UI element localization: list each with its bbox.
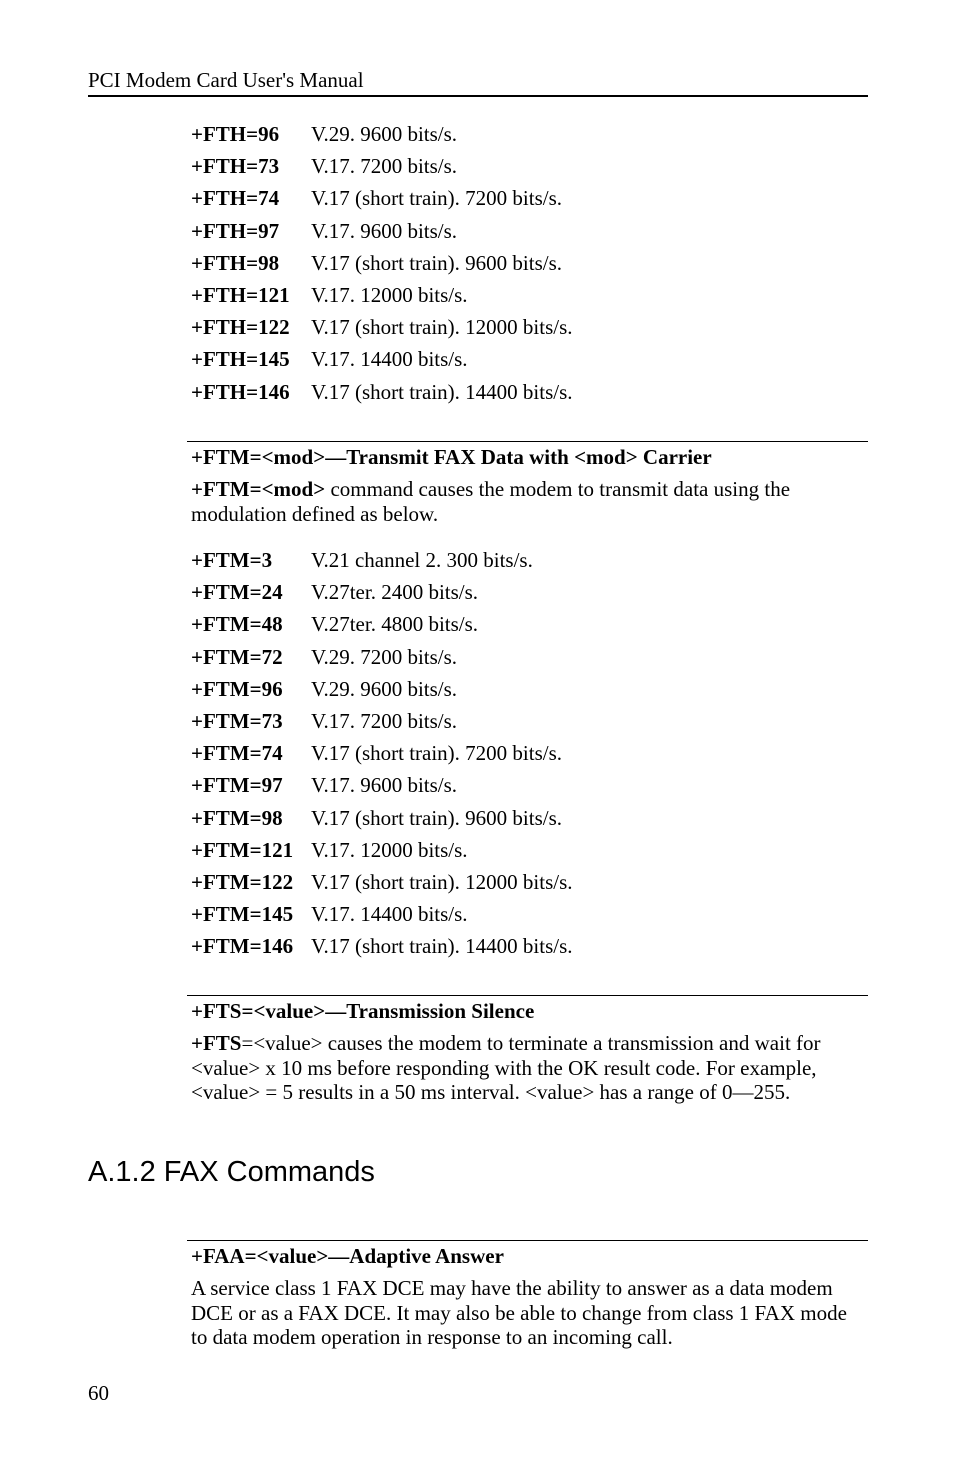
fts-section-title: +FTS=<value>—Transmission Silence [191,999,535,1023]
command-code: +FTM=72 [191,644,283,669]
command-row [191,866,573,898]
command-row [191,769,573,801]
page-header: PCI Modem Card User's Manual [88,67,868,97]
command-code: +FTM=122 [191,869,294,894]
command-row [191,311,573,343]
faa-description: A service class 1 FAX DCE may have the ability to answer as a data modem DCE or as a FAX DCE. It may also be able to change from class 1 FAX mode to data modem operation in response to an incoming call. [191,1276,847,1349]
section-divider [187,1240,868,1241]
command-row [191,247,573,279]
command-row [191,802,573,834]
command-row [191,898,573,930]
command-description: V.17 (short train). 7200 bits/s. [311,741,563,766]
command-row [191,608,573,640]
command-code: +FTM=96 [191,676,283,701]
command-code: +FTM=24 [191,580,283,605]
command-code: +FTH=122 [191,315,290,340]
command-code: +FTM=146 [191,934,294,959]
command-code: +FTH=74 [191,186,280,211]
fth-command-list [191,118,573,408]
command-description: V.29. 9600 bits/s. [311,676,458,701]
ftm-command-list [191,544,573,962]
ftm-command-name: +FTM=<mod> [191,477,326,501]
command-row [191,215,573,247]
command-row [191,182,573,214]
command-description: V.17. 7200 bits/s. [311,154,458,179]
command-code: +FTH=146 [191,379,290,404]
ftm-description [191,477,861,526]
command-description: V.29. 9600 bits/s. [311,122,458,146]
command-row [191,737,573,769]
command-row [191,834,573,866]
command-row [191,705,573,737]
command-code: +FTH=145 [191,347,290,372]
command-description: V.17 (short train). 14400 bits/s. [311,934,573,959]
section-heading: A.1.2 FAX Commands [88,1156,375,1188]
command-description: V.17 (short train). 12000 bits/s. [311,869,573,894]
command-description: V.21 channel 2. 300 bits/s. [311,548,533,572]
fts-description [191,1031,861,1105]
command-code: +FTM=48 [191,612,283,637]
command-description: V.17. 14400 bits/s. [311,902,468,927]
fts-description-text: =<value> causes the modem to terminate a transmission and wait for <value> x 10 ms before responding with the OK result code. For example, <value> = 5 results in a 50 ms interval. <value> has a range of 0—255. [191,1031,821,1104]
command-code: +FTH=121 [191,282,290,307]
command-description: V.17. 12000 bits/s. [311,282,468,307]
command-description: V.17 (short train). 12000 bits/s. [311,315,573,340]
ftm-description-text: command causes the modem to transmit data using the modulation defined as below. [191,477,791,526]
command-description: V.17 (short train). 14400 bits/s. [311,379,573,404]
command-row [191,544,573,576]
command-row [191,930,573,962]
section-divider [187,441,868,442]
command-row [191,576,573,608]
command-description: V.27ter. 2400 bits/s. [311,580,479,605]
command-description: V.17. 9600 bits/s. [311,773,458,798]
command-description: V.17. 7200 bits/s. [311,708,458,733]
ftm-section-title: +FTM=<mod>—Transmit FAX Data with <mod> Carrier [191,445,712,469]
command-row [191,641,573,673]
command-description: V.17 (short train). 9600 bits/s. [311,805,563,830]
command-code: +FTH=98 [191,250,280,275]
command-description: V.17 (short train). 7200 bits/s. [311,186,563,211]
command-description: V.17 (short train). 9600 bits/s. [311,250,563,275]
section-divider [187,995,868,996]
command-code: +FTM=3 [191,548,273,572]
command-description: V.17. 12000 bits/s. [311,837,468,862]
command-description: V.27ter. 4800 bits/s. [311,612,479,637]
command-code: +FTH=96 [191,122,280,146]
command-row [191,118,573,150]
command-code: +FTM=121 [191,837,294,862]
command-row [191,673,573,705]
command-code: +FTH=73 [191,154,280,179]
command-description: V.17. 9600 bits/s. [311,218,458,243]
command-code: +FTM=98 [191,805,283,830]
fts-command-name: +FTS [191,1031,242,1055]
command-row [191,279,573,311]
command-code: +FTM=97 [191,773,283,798]
command-description: V.17. 14400 bits/s. [311,347,468,372]
command-row [191,150,573,182]
command-description: V.29. 7200 bits/s. [311,644,458,669]
command-code: +FTH=97 [191,218,280,243]
command-row [191,376,573,408]
command-code: +FTM=74 [191,741,283,766]
faa-section-title: +FAA=<value>—Adaptive Answer [191,1244,504,1268]
page-number: 60 [88,1381,109,1405]
command-code: +FTM=145 [191,902,294,927]
command-row [191,343,573,375]
command-code: +FTM=73 [191,708,283,733]
